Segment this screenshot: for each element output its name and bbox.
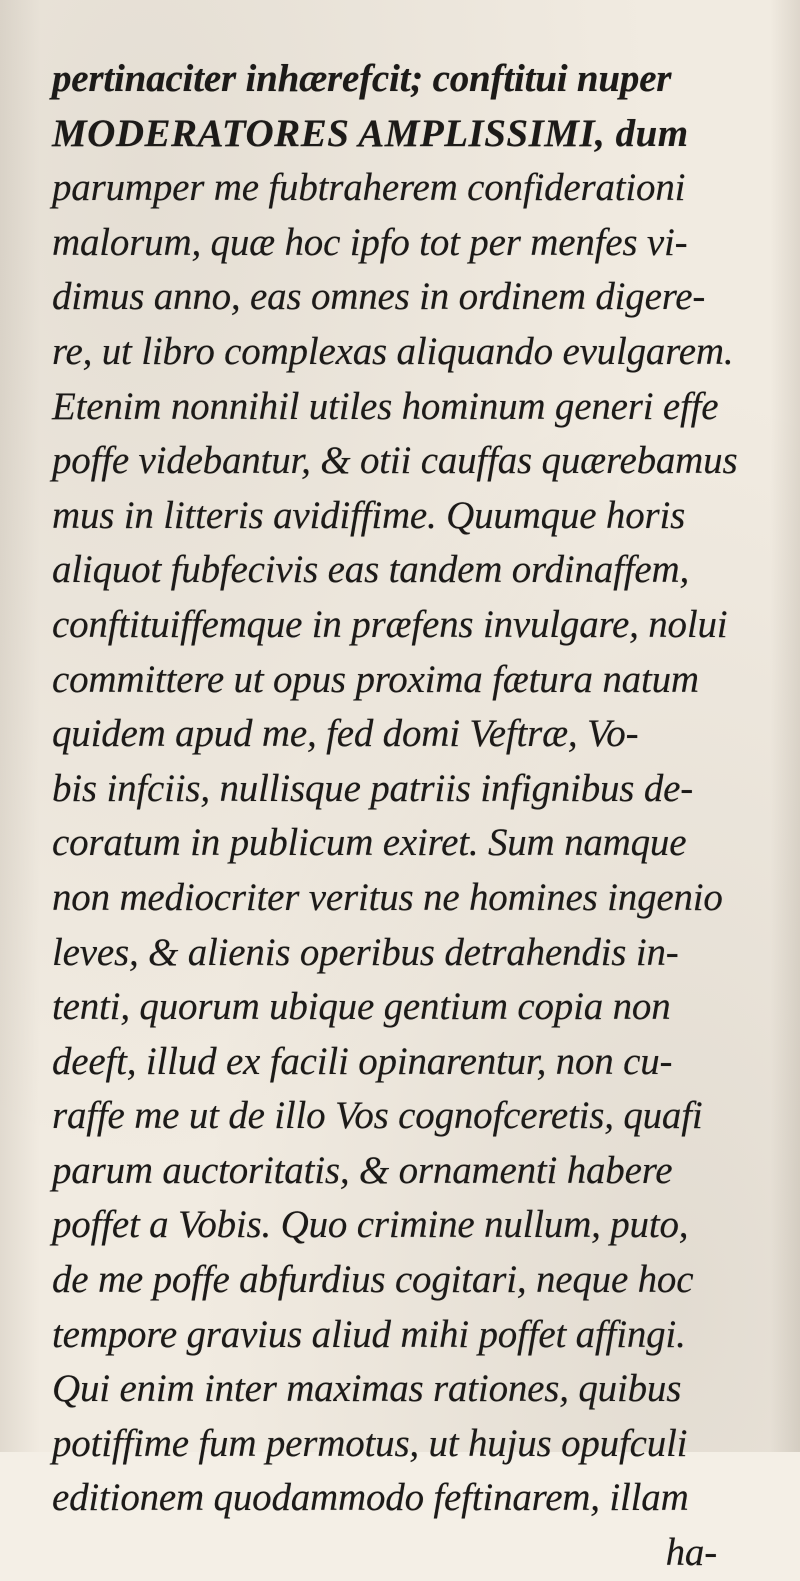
text-line-10: aliquot fubfecivis eas tandem ordinaffem, [52,548,690,592]
text-line-24: tempore gravius aliud mihi poffet affingi. [52,1312,686,1356]
text-line-15: coratum in publicum exiret. Sum namque [52,821,687,865]
text-line-3: parumper me fubtraherem confiderationi [52,166,686,210]
text-line-27: editionem quodammodo feftinarem, illam [52,1476,689,1520]
text-line-17: leves, & alienis operibus detrahendis in- [52,930,679,974]
text-line-8: poffe videbantur, & otii cauffas quærebamus [52,439,738,483]
catchword: ha- [665,1531,717,1575]
text-line-13: quidem apud me, fed domi Veftræ, Vo- [52,712,639,756]
text-line-18: tenti, quorum ubique gentium copia non [52,985,671,1029]
text-line-19: deeft, illud ex facili opinarentur, non cu- [52,1039,673,1083]
text-line-25: Qui enim inter maximas rationes, quibus [52,1367,682,1411]
text-line-9: mus in litteris avidiffime. Quumque horis [52,493,686,537]
text-line-14: bis infciis, nullisque patriis infignibus de- [52,766,694,810]
text-line-26: potiffime fum permotus, ut hujus opufculi [52,1421,688,1465]
text-line-21: parum auctoritatis, & ornamenti habere [52,1148,673,1192]
text-line-12: committere ut opus proxima fætura natum [52,657,699,701]
text-line-1: pertinaciter inhærefcit; conftitui nuper [52,57,672,100]
text-line-4: malorum, quæ hoc ipfo tot per menfes vi- [52,220,688,264]
text-line-6: re, ut libro complexas aliquando evulgarem. [52,329,734,373]
text-line-2: MODERATORES AMPLISSIMI, dum [52,111,689,155]
text-line-7: Etenim nonnihil utiles hominum generi effe [52,384,719,428]
text-line-23: de me poffe abfurdius cogitari, neque hoc [52,1258,694,1302]
text-line-5: dimus anno, eas omnes in ordinem digere- [52,275,706,319]
text-line-22: poffet a Vobis. Quo crimine nullum, puto, [52,1203,689,1247]
latin-text-block [52,52,782,1581]
text-line-20: raffe me ut de illo Vos cognofceretis, quafi [52,1094,703,1138]
text-line-16: non mediocriter veritus ne homines ingenio [52,875,723,919]
text-line-11: conftituiffemque in præfens invulgare, nolui [52,602,728,646]
